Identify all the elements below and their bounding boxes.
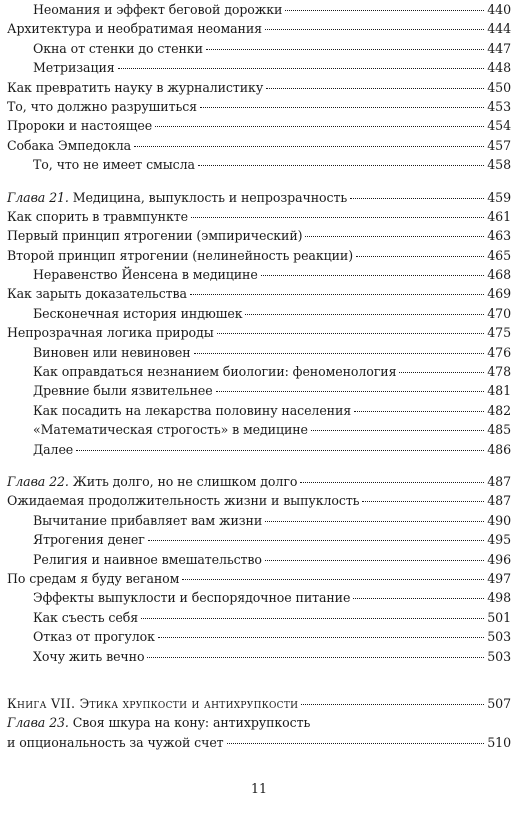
toc-entry <box>7 155 511 174</box>
toc-entry <box>7 246 511 265</box>
toc-entry <box>7 19 511 38</box>
page-number: 444 <box>487 21 511 37</box>
toc-entry <box>7 440 511 459</box>
chapter-heading <box>7 472 297 491</box>
page-number: 475 <box>487 325 511 341</box>
toc-entry <box>7 401 511 420</box>
toc-entry <box>7 136 511 155</box>
entry-title: Как оправдаться незнанием биологии: феноменология <box>33 364 397 380</box>
entry-title: Метризация <box>33 60 115 76</box>
page-number: 453 <box>487 98 511 114</box>
entry-title: Бесконечная история индюшек <box>33 305 243 321</box>
toc-entry <box>7 58 511 77</box>
toc-entry <box>7 97 511 116</box>
chapter-title: Медицина, выпуклость и непрозрачность <box>72 189 348 205</box>
table-of-contents <box>7 0 511 752</box>
toc-book-7 <box>7 694 511 713</box>
entry-title: Неравенство Йенсена в медицине <box>33 267 258 283</box>
entry-title: Как превратить науку в журналистику <box>7 79 264 95</box>
toc-section-1 <box>7 0 511 175</box>
page-number: 448 <box>487 60 511 76</box>
page-number: 510 <box>487 734 511 750</box>
page-number: 495 <box>487 532 511 548</box>
entry-title: Виновен или невиновен <box>33 344 191 360</box>
page-number: 447 <box>487 40 511 56</box>
leader-dots <box>141 618 484 619</box>
toc-entry <box>7 343 511 362</box>
leader-dots <box>265 29 484 30</box>
leader-dots <box>300 482 484 483</box>
leader-dots <box>182 579 484 580</box>
page-number: 469 <box>487 286 511 302</box>
entry-title: То, что не имеет смысла <box>33 157 195 173</box>
entry-title: Религия и наивное вмешательство <box>33 551 262 567</box>
leader-dots <box>190 294 484 295</box>
leader-dots <box>362 501 484 502</box>
page-number: 461 <box>487 208 511 224</box>
leader-dots <box>305 236 484 237</box>
entry-title: Непрозрачная логика природы <box>7 325 214 341</box>
entry-title: По средам я буду веганом <box>7 570 180 586</box>
page-number: 487 <box>487 493 511 509</box>
entry-title: Ятрогения денег <box>33 532 145 548</box>
leader-dots <box>118 68 485 69</box>
page-number: 470 <box>487 305 511 321</box>
section-gap <box>7 175 511 188</box>
toc-chapter-23-line2 <box>7 733 511 752</box>
page-number: 482 <box>487 402 511 418</box>
page-number: 450 <box>487 79 511 95</box>
leader-dots <box>158 637 484 638</box>
toc-entry <box>7 226 511 245</box>
toc-chapter-23-line1 <box>7 713 511 732</box>
leader-dots <box>353 598 484 599</box>
section-gap <box>7 666 511 694</box>
toc-entry <box>7 569 511 588</box>
toc-entry <box>7 265 511 284</box>
page-number: 457 <box>487 137 511 153</box>
leader-dots <box>148 540 485 541</box>
page-number: 465 <box>487 247 511 263</box>
entry-title: Как зарыть доказательства <box>7 286 187 302</box>
leader-dots <box>350 198 484 199</box>
chapter-prefix: Глава 21. <box>7 189 69 205</box>
page-folio: 11 <box>250 781 268 796</box>
page-number: 486 <box>487 441 511 457</box>
leader-dots <box>217 333 485 334</box>
toc-entry <box>7 381 511 400</box>
toc-entry <box>7 647 511 666</box>
entry-title: Собака Эмпедокла <box>7 137 132 153</box>
leader-dots <box>265 560 484 561</box>
toc-entry <box>7 362 511 381</box>
toc-entry <box>7 0 511 19</box>
toc-entry <box>7 511 511 530</box>
toc-section-2 <box>7 207 511 459</box>
toc-entry <box>7 39 511 58</box>
entry-title: Неомания и эффект беговой дорожки <box>33 2 283 17</box>
page-number: 485 <box>487 422 511 438</box>
page-number: 501 <box>487 609 511 625</box>
entry-title: Первый принцип ятрогении (эмпирический) <box>7 228 303 244</box>
chapter-title-line1: Своя шкура на кону: антихрупкость <box>72 715 311 731</box>
entry-title: Как съесть себя <box>33 609 139 625</box>
page-number: 458 <box>487 157 511 173</box>
page-number: 468 <box>487 267 511 283</box>
leader-dots <box>134 146 484 147</box>
toc-entry <box>7 323 511 342</box>
page-number: 503 <box>487 648 511 664</box>
page-number: 496 <box>487 551 511 567</box>
leader-dots <box>399 372 484 373</box>
entry-title: Как посадить на лекарства половину населения <box>33 402 352 418</box>
leader-dots <box>191 217 484 218</box>
toc-section-3 <box>7 491 511 666</box>
entry-title: Вычитание прибавляет вам жизни <box>33 512 263 528</box>
toc-entry <box>7 550 511 569</box>
toc-entry <box>7 627 511 646</box>
toc-entry <box>7 207 511 226</box>
entry-title: Второй принцип ятрогении (нелинейность реакции) <box>7 247 354 263</box>
leader-dots <box>245 314 484 315</box>
toc-entry <box>7 304 511 323</box>
leader-dots <box>266 88 484 89</box>
leader-dots <box>285 10 484 11</box>
toc-entry <box>7 284 511 303</box>
page-number: 459 <box>487 189 511 205</box>
toc-entry <box>7 78 511 97</box>
entry-title: Окна от стенки до стенки <box>33 40 203 56</box>
toc-chapter-22 <box>7 472 511 491</box>
toc-entry <box>7 608 511 627</box>
page-number: 454 <box>487 118 511 134</box>
leader-dots <box>354 411 484 412</box>
toc-chapter-21 <box>7 188 511 207</box>
leader-dots <box>206 49 484 50</box>
leader-dots <box>200 107 484 108</box>
leader-dots <box>216 391 485 392</box>
section-gap <box>7 459 511 472</box>
leader-dots <box>265 521 484 522</box>
toc-entry <box>7 420 511 439</box>
page-number: 498 <box>487 590 511 606</box>
leader-dots <box>227 743 485 744</box>
page-number: 497 <box>487 570 511 586</box>
leader-dots <box>147 657 484 658</box>
leader-dots <box>311 430 484 431</box>
chapter-heading <box>7 188 347 207</box>
entry-title: Эффекты выпуклости и беспорядочное питание <box>33 590 351 606</box>
leader-dots <box>194 353 485 354</box>
entry-title: Как спорить в травмпункте <box>7 208 188 224</box>
chapter-prefix: Глава 23. <box>7 715 69 731</box>
entry-title: Древние были язвительнее <box>33 383 213 399</box>
entry-title: Архитектура и необратимая неомания <box>7 21 262 37</box>
leader-dots <box>155 126 484 127</box>
toc-entry <box>7 491 511 510</box>
page-number: 440 <box>487 2 511 17</box>
entry-title: Пророки и настоящее <box>7 118 153 134</box>
page-number: 490 <box>487 512 511 528</box>
page-number: 481 <box>487 383 511 399</box>
leader-dots <box>356 256 484 257</box>
toc-entry <box>7 116 511 135</box>
book-title: Книга VII. Этика хрупкости и антихрупкости <box>7 695 299 711</box>
page-number: 487 <box>487 473 511 489</box>
page-number: 503 <box>487 629 511 645</box>
chapter-title: Жить долго, но не слишком долго <box>72 473 298 489</box>
page-number: 463 <box>487 228 511 244</box>
page-number: 507 <box>487 695 511 711</box>
entry-title: Хочу жить вечно <box>33 648 145 664</box>
toc-entry <box>7 530 511 549</box>
chapter-prefix: Глава 22. <box>7 473 69 489</box>
entry-title: Отказ от прогулок <box>33 629 155 645</box>
entry-title: Ожидаемая продолжительность жизни и выпуклость <box>7 493 360 509</box>
chapter-title-line2: и опциональность за чужой счет <box>7 734 224 750</box>
page-number: 478 <box>487 364 511 380</box>
toc-entry <box>7 588 511 607</box>
entry-title: То, что должно разрушиться <box>7 98 198 114</box>
leader-dots <box>261 275 485 276</box>
leader-dots <box>301 704 484 705</box>
leader-dots <box>76 450 484 451</box>
leader-dots <box>198 165 484 166</box>
entry-title: «Математическая строгость» в медицине <box>33 422 308 438</box>
entry-title: Далее <box>33 441 74 457</box>
page-number: 476 <box>487 344 511 360</box>
